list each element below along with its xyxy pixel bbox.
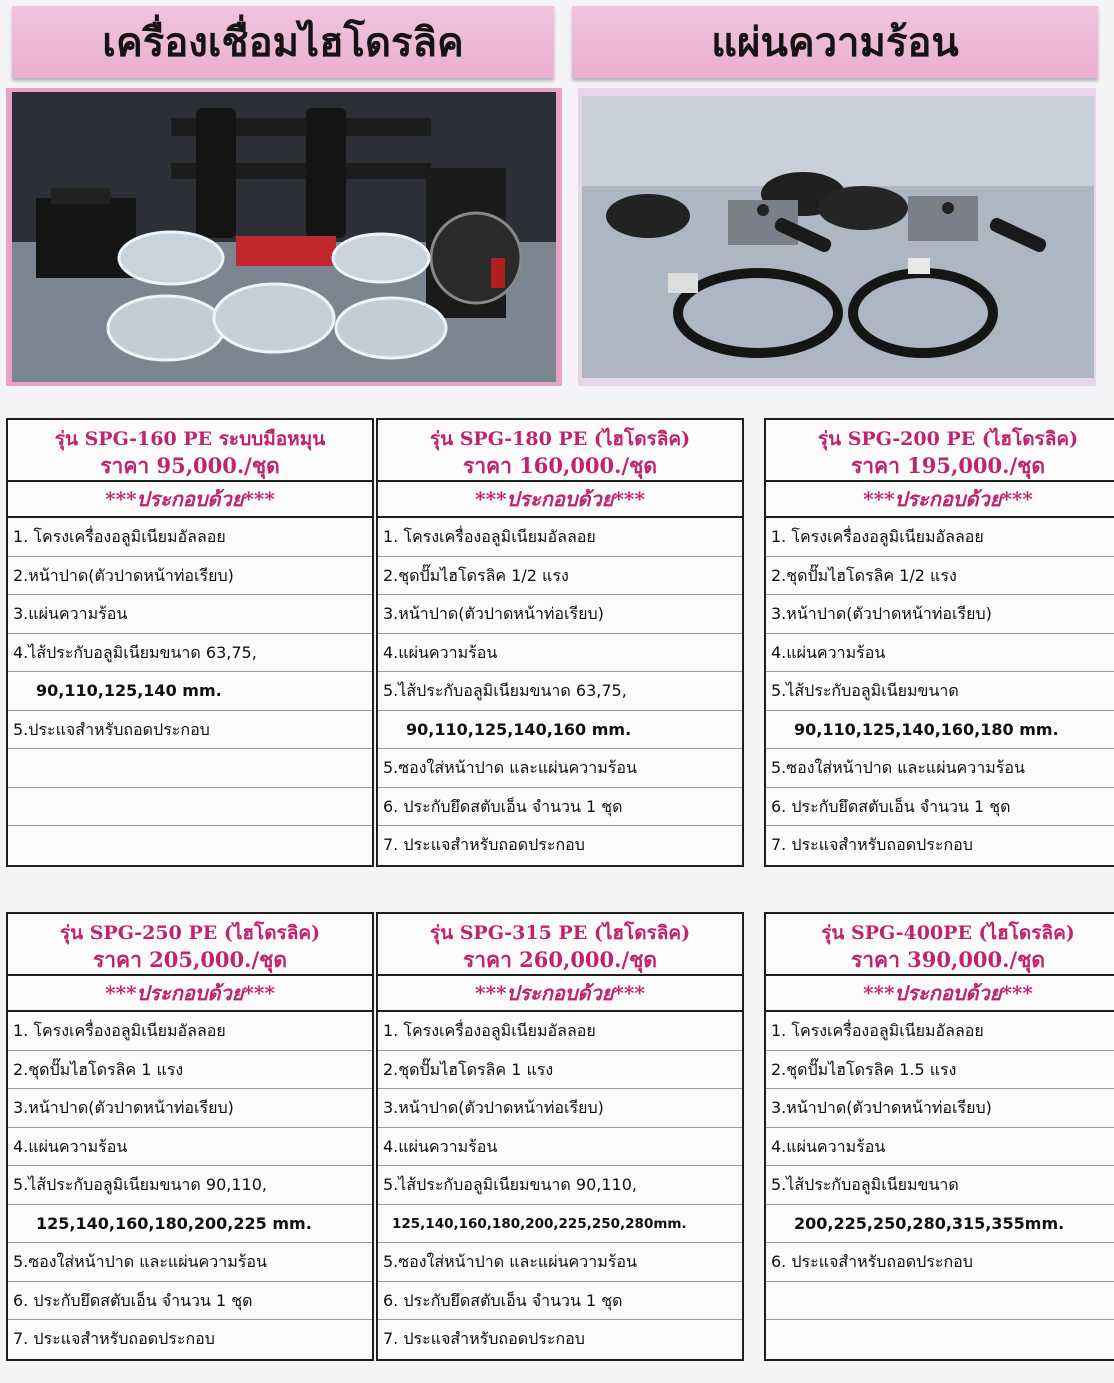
spec-row: 5.ไส้ประกับอลูมิเนียมขนาด — [766, 1166, 1114, 1205]
includes-heading: ***ประกอบด้วย*** — [8, 976, 372, 1012]
includes-heading: ***ประกอบด้วย*** — [8, 482, 372, 518]
spec-row — [766, 1282, 1114, 1321]
spec-row: 90,110,125,140,160,180 mm. — [766, 711, 1114, 750]
banner-hydraulic-welder: เครื่องเชื่อมไฮโดรลิค — [12, 6, 554, 78]
banner-heating-plate: แผ่นความร้อน — [572, 6, 1098, 78]
product-card-spg-200 — [764, 418, 1114, 867]
spec-row: 1. โครงเครื่องอลูมิเนียมอัลลอย — [766, 1012, 1114, 1051]
spec-row: 5.ซองใส่หน้าปาด และแผ่นความร้อน — [766, 749, 1114, 788]
spec-row: 5.ไส้ประกับอลูมิเนียมขนาด 90,110, — [8, 1166, 372, 1205]
product-card-spg-180 — [376, 418, 744, 867]
spec-row: 2.ชุดปั๊มไฮโดรลิค 1/2 แรง — [378, 557, 742, 596]
spec-row: 4.แผ่นความร้อน — [8, 1128, 372, 1167]
spec-row: 4.แผ่นความร้อน — [378, 634, 742, 673]
spec-row: 90,110,125,140,160 mm. — [378, 711, 742, 750]
photo-heating-plates — [578, 88, 1096, 386]
includes-heading: ***ประกอบด้วย*** — [378, 482, 742, 518]
model-name: รุ่น SPG-250 PE (ไฮโดรลิค) — [59, 922, 321, 944]
spec-row: 200,225,250,280,315,355mm. — [766, 1205, 1114, 1244]
spec-row: 3.แผ่นความร้อน — [8, 595, 372, 634]
spec-row: 4.ไส้ประกับอลูมิเนียมขนาด 63,75, — [8, 634, 372, 673]
product-card-spg-315 — [376, 912, 744, 1361]
photo-hydraulic-welder — [6, 88, 562, 386]
price: ราคา 160,000./ชุด — [462, 453, 658, 478]
card-header — [378, 914, 742, 976]
spec-row: 1. โครงเครื่องอลูมิเนียมอัลลอย — [378, 518, 742, 557]
spec-row: 7. ประแจสำหรับถอดประกอบ — [383, 835, 585, 854]
spec-row: 1. โครงเครื่องอลูมิเนียมอัลลอย — [8, 1012, 372, 1051]
spec-row: 2.ชุดปั๊มไฮโดรลิค 1/2 แรง — [766, 557, 1114, 596]
spec-row: 5.ซองใส่หน้าปาด และแผ่นความร้อน — [378, 1243, 742, 1282]
spec-row: 3.หน้าปาด(ตัวปาดหน้าท่อเรียบ) — [766, 595, 1114, 634]
product-card-spg-400 — [764, 912, 1114, 1361]
price: ราคา 260,000./ชุด — [462, 947, 658, 972]
spec-row: 2.ชุดปั๊มไฮโดรลิค 1 แรง — [378, 1051, 742, 1090]
spec-row: 5.ซองใส่หน้าปาด และแผ่นความร้อน — [378, 749, 742, 788]
price: ราคา 195,000./ชุด — [850, 453, 1046, 478]
spec-row: 3.หน้าปาด(ตัวปาดหน้าท่อเรียบ) — [378, 1089, 742, 1128]
model-name: รุ่น SPG-200 PE (ไฮโดรลิค) — [817, 428, 1079, 450]
spec-row: 3.หน้าปาด(ตัวปาดหน้าท่อเรียบ) — [378, 595, 742, 634]
spec-row: 4.แผ่นความร้อน — [378, 1128, 742, 1167]
model-name: รุ่น SPG-160 PE ระบบมือหมุน — [54, 428, 326, 450]
spec-row: 90,110,125,140 mm. — [8, 672, 372, 711]
card-header — [766, 914, 1114, 976]
spec-row: 6. ประกับยึดสตับเอ็น จำนวน 1 ชุด — [378, 788, 742, 827]
spec-row — [766, 1320, 1114, 1359]
spec-row: 1. โครงเครื่องอลูมิเนียมอัลลอย — [378, 1012, 742, 1051]
spec-row: 2.ชุดปั๊มไฮโดรลิค 1.5 แรง — [766, 1051, 1114, 1090]
spec-row: 1. โครงเครื่องอลูมิเนียมอัลลอย — [8, 518, 372, 557]
spec-row: 7. ประแจสำหรับถอดประกอบ — [771, 835, 973, 854]
includes-heading: ***ประกอบด้วย*** — [766, 976, 1114, 1012]
model-name: รุ่น SPG-400PE (ไฮโดรลิค) — [821, 922, 1075, 944]
spec-row — [8, 826, 372, 865]
spec-row: 7. ประแจสำหรับถอดประกอบ — [13, 1329, 215, 1348]
spec-row: 6. ประแจสำหรับถอดประกอบ — [766, 1243, 1114, 1282]
model-name: รุ่น SPG-180 PE (ไฮโดรลิค) — [429, 428, 691, 450]
price: ราคา 205,000./ชุด — [92, 947, 288, 972]
product-card-spg-250 — [6, 912, 374, 1361]
includes-heading: ***ประกอบด้วย*** — [766, 482, 1114, 518]
spec-row: 7. ประแจสำหรับถอดประกอบ — [383, 1329, 585, 1348]
spec-row: 6. ประกับยึดสตับเอ็น จำนวน 1 ชุด — [378, 1282, 742, 1321]
spec-row: 4.แผ่นความร้อน — [766, 1128, 1114, 1167]
price: ราคา 95,000./ชุด — [100, 453, 280, 478]
spec-row — [8, 749, 372, 788]
includes-heading: ***ประกอบด้วย*** — [378, 976, 742, 1012]
spec-row: 125,140,160,180,200,225,250,280mm. — [378, 1205, 742, 1244]
product-card-spg-160 — [6, 418, 374, 867]
spec-row: 5.ประแจสำหรับถอดประกอบ — [8, 711, 372, 750]
card-header — [8, 914, 372, 976]
spec-row: 6. ประกับยึดสตับเอ็น จำนวน 1 ชุด — [766, 788, 1114, 827]
spec-row: 3.หน้าปาด(ตัวปาดหน้าท่อเรียบ) — [766, 1089, 1114, 1128]
spec-row: 4.แผ่นความร้อน — [766, 634, 1114, 673]
price: ราคา 390,000./ชุด — [850, 947, 1046, 972]
spec-row: 2.ชุดปั๊มไฮโดรลิค 1 แรง — [8, 1051, 372, 1090]
spec-row: 6. ประกับยึดสตับเอ็น จำนวน 1 ชุด — [8, 1282, 372, 1321]
card-header — [378, 420, 742, 482]
spec-row: 5.ซองใส่หน้าปาด และแผ่นความร้อน — [8, 1243, 372, 1282]
spec-row — [8, 788, 372, 827]
spec-row: 5.ไส้ประกับอลูมิเนียมขนาด 63,75, — [378, 672, 742, 711]
spec-row: 1. โครงเครื่องอลูมิเนียมอัลลอย — [766, 518, 1114, 557]
card-header — [8, 420, 372, 482]
card-header — [766, 420, 1114, 482]
spec-row: 125,140,160,180,200,225 mm. — [8, 1205, 372, 1244]
spec-row: 2.หน้าปาด(ตัวปาดหน้าท่อเรียบ) — [8, 557, 372, 596]
spec-row: 5.ไส้ประกับอลูมิเนียมขนาด 90,110, — [378, 1166, 742, 1205]
model-name: รุ่น SPG-315 PE (ไฮโดรลิค) — [429, 922, 691, 944]
spec-row: 3.หน้าปาด(ตัวปาดหน้าท่อเรียบ) — [8, 1089, 372, 1128]
spec-row: 5.ไส้ประกับอลูมิเนียมขนาด — [766, 672, 1114, 711]
